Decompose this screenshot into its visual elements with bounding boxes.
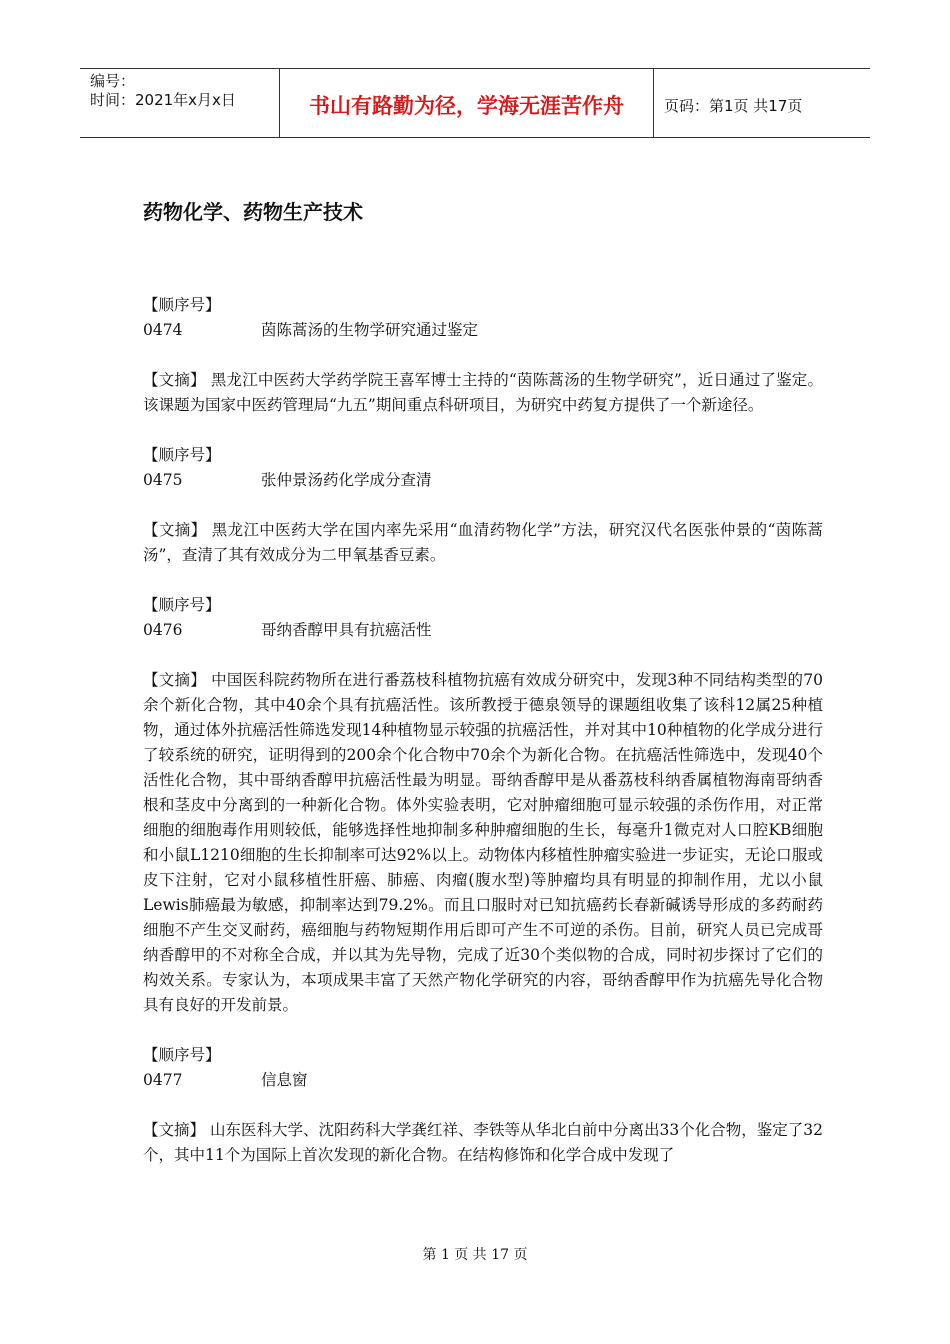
seq-label: 【顺序号】 xyxy=(143,446,221,464)
seq-row xyxy=(143,618,823,643)
abstract-text: 【文摘】 中国医科院药物所在进行番荔枝科植物抗癌有效成分研究中，发现3种不同结构类型的70余个新化合物，其中40余个具有抗癌活性。该所教授于德泉领导的课题组收集了该科12属25种植物，通过体外抗癌活性筛选发现14种植物显示较强的抗癌活性，并对其中10种植物的化学成分进行了较系统的研究，证明得到的200余个化合物中70余个为新化合物。在抗癌活性筛选中，发现40个活性化合物，其中哥纳香醇甲抗癌活性最为明显。哥纳香醇甲是从番荔枝科纳香属植物海南哥纳香根和茎皮中分离到的一种新化合物。体外实验表明，它对肿瘤细胞可显示较强的杀伤作用，对正常细胞的细胞毒作用则较低，能够选择性地抑制多种肿瘤细胞的生长，每毫升1微克对人口腔KB细胞和小鼠L1210细胞的生长抑制率可达92%以上。动物体内移植性肿瘤实验进一步证实，无论口服或皮下注射，它对小鼠移植性肝癌、肺癌、肉瘤(腹水型)等肿瘤均具有明显的抑制作用，尤以小鼠Lewis肺癌最为敏感，抑制率达到79.2%。而且口服时对已知抗癌药长春新碱诱导形成的多药耐药细胞不产生交叉耐药，癌细胞与药物短期作用后即可产生不可逆的杀伤。目前，研究人员已完成哥纳香醇甲的不对称全合成，并以其为先导物，完成了近30个类似物的合成，同时初步探讨了它们的构效关系。专家认为，本项成果丰富了天然产物化学研究的内容，哥纳香醇甲作为抗癌先导化合物具有良好的开发前景。 xyxy=(143,671,823,1014)
header-motto: 书山有路勤为径，学海无涯苦作舟 xyxy=(280,69,654,137)
document-title: 药物化学、药物生产技术 xyxy=(143,200,363,224)
seq-row xyxy=(143,1068,823,1093)
abstract-text: 【文摘】 山东医科大学、沈阳药科大学龚红祥、李铁等从华北白前中分离出33个化合物，鉴定了32个，其中11个为国际上首次发现的新化合物。在结构修饰和化学合成中发现了 xyxy=(143,1121,823,1164)
seq-label: 【顺序号】 xyxy=(143,1046,221,1064)
seq-label: 【顺序号】 xyxy=(143,596,221,614)
abstract-text: 【文摘】 黑龙江中医药大学在国内率先采用“血清药物化学”方法，研究汉代名医张仲景的“茵陈蒿汤”，查清了其有效成分为二甲氧基香豆素。 xyxy=(143,521,823,564)
seq-number: 0475 xyxy=(143,471,183,489)
seq-number: 0477 xyxy=(143,1071,183,1089)
seq-label: 【顺序号】 xyxy=(143,296,221,314)
entry xyxy=(143,593,823,1018)
abstract-text: 【文摘】 黑龙江中医药大学药学院王喜军博士主持的“茵陈蒿汤的生物学研究”，近日通过了鉴定。该课题为国家中医药管理局“九五”期间重点科研项目，为研究中药复方提供了一个新途径。 xyxy=(143,371,823,414)
document-body xyxy=(143,293,823,1193)
seq-number: 0476 xyxy=(143,621,183,639)
number-label: 编号： xyxy=(90,72,136,90)
time-label: 时间：2021年x月x日 xyxy=(90,91,236,109)
entry xyxy=(143,443,823,568)
seq-title: 茵陈蒿汤的生物学研究通过鉴定 xyxy=(261,321,479,339)
page-footer: 第 1 页 共 17 页 xyxy=(422,1247,528,1263)
seq-title: 张仲景汤药化学成分查清 xyxy=(261,471,432,489)
seq-row xyxy=(143,468,823,493)
header-meta xyxy=(80,69,280,137)
header-page-info: 页码：第1页 共17页 xyxy=(664,96,803,115)
entry xyxy=(143,293,823,418)
seq-row xyxy=(143,318,823,343)
page-header xyxy=(80,68,870,138)
seq-title: 哥纳香醇甲具有抗癌活性 xyxy=(261,621,432,639)
seq-title: 信息窗 xyxy=(261,1071,308,1089)
entry xyxy=(143,1043,823,1168)
seq-number: 0474 xyxy=(143,321,183,339)
